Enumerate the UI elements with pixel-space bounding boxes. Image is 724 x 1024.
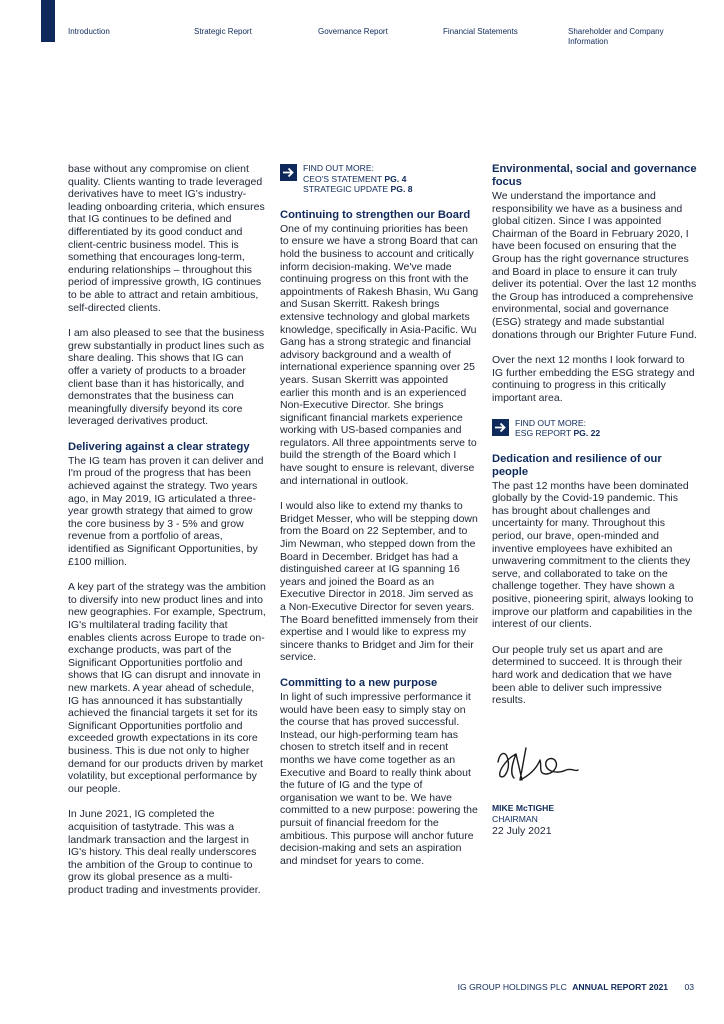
section-heading: Delivering against a clear strategy [68,440,250,453]
nav-strategic-report[interactable]: Strategic Report [194,27,252,36]
nav-introduction[interactable]: Introduction [68,27,110,36]
nav-governance-report[interactable]: Governance Report [318,27,388,36]
arrow-right-icon [280,164,297,181]
paragraph: I am also pleased to see that the business grew substantially in product lines such as share dealing. This shows that IG can offer a variety of products to a broader client base than it has historically, and demonstrates that the business can meaningfully diversify beyond its core leveraged derivatives product. [68,327,265,428]
paragraph: Our people truly set us apart and are determined to succeed. It is through their hard work and dedication that we have been able to deliver such impressive results. [492,643,683,707]
footer-company: IG GROUP HOLDINGS PLC [457,982,567,992]
column-left [68,163,267,909]
paragraph: In light of such impressive performance it would have been easy to simply stay on the course that has proved successful. Instead, our high-performing team has chosen to stretch itself and in recent months we have come together as an Executive and Board to really think about the future of IG and the type of organisation we want to be. We have committed to a new purpose: powering the pursuit of financial freedom for the ambitious. This purpose will anchor future decision-making and sets an aspiration and mindset for years to come. [280,690,478,867]
paragraph: base without any compromise on client quality. Clients wanting to trade leveraged derivatives have to meet IG's industry-leading onboarding criteria, which ensures that IG continues to be defined and differentiated by its good conduct and client-centric business model. This is something that encourages long-term, enduring relationships – throughout this period of impressive growth, IG continues to be able to attract and retain ambitious, self-directed clients. [68,163,265,314]
paragraph: I would also like to extend my thanks to Bridget Messer, who will be stepping down from the Board on 22 September, and to Jim Newman, who stepped down from the Board in December. Bridget has had a distinguished career at IG spanning 16 years and joined the Board as an Executive Director in 2018. Jim served as a Non-Executive Director for seven years. The Board benefitted immensely from their expertise and I would like to express my sincere thanks to Bridget and Jim for their service. [280,500,479,664]
paragraph: The past 12 months have been dominated globally by the Covid-19 pandemic. This has brought about challenges and uncertainty for many. Throughout this period, our brave, open-minded and inventive employees have exhibited an unwavering commitment to the clients they serve, and collaborated to take on the challenge together. They have shown a positive, pioneering spirit, always looking to improve our platform and capabilities in the interest of our clients. [492,479,694,631]
footer-report: ANNUAL REPORT 2021 [572,982,669,992]
signatory-name: MIKE McTIGHE [492,803,555,814]
header-accent-bar [41,0,55,42]
section-nav [68,27,704,51]
find-out-link-page[interactable]: PG. 8 [390,184,413,195]
column-middle [280,163,479,880]
section-heading: Continuing to strengthen our Board [280,208,471,221]
arrow-right-icon [492,419,509,436]
find-out-link-page[interactable]: PG. 22 [573,428,601,439]
paragraph: A key part of the strategy was the ambition to diversify into new product lines and into new geographies. For example, Spectrum, IG's multilateral trading facility that enables clients across Europe to trade on-exchange products, was part of the Significant Opportunities portfolio and shows that IG can disrupt and innovate in new markets. A year ahead of schedule, IG has announced it has substantially achieved the financial targets it set for its Significant Opportunities portfolio and exceeded growth expectations in its core business. This is due not only to higher demand for our products driven by market volatility, but exceptional performance by our people. [68,581,266,795]
signatory-role: CHAIRMAN [492,814,538,825]
signature-date: 22 July 2021 [492,825,552,838]
paragraph: Over the next 12 months I look forward to IG further embedding the ESG strategy and continuing to progress in this critically important area. [492,354,695,404]
paragraph: In June 2021, IG completed the acquisition of tastytrade. This was a landmark transaction and the largest in IG's history. This deal really underscores the ambition of the Group to continue to grow its global presence as a multi-product trading and investments provider. [68,808,261,896]
find-out-link-text[interactable]: STRATEGIC UPDATE [303,184,389,195]
section-heading: Dedication and resilience of our people [492,452,662,478]
signature-image [492,740,582,788]
page-footer [458,982,694,992]
find-out-link-page[interactable]: PG. 4 [384,173,407,184]
find-out-more-title: FIND OUT MORE: [303,163,374,173]
column-right [492,163,697,838]
page-number: 03 [684,982,694,992]
find-out-more-title: FIND OUT MORE: [515,417,586,428]
nav-financial-statements[interactable]: Financial Statements [443,27,518,36]
find-out-link-text[interactable]: ESG REPORT [515,428,572,439]
nav-shareholder-company-info[interactable]: Shareholder and Company Information [568,27,664,46]
paragraph: The IG team has proven it can deliver and I'm proud of the progress that has been achieved against the strategy. Two years ago, in May 2019, IG articulated a three-year growth strategy that aimed to grow the core business by 3 - 5% and grow revenue from a portfolio of areas, identified as Significant Opportunities, by £100 million. [68,454,264,568]
paragraph: One of my continuing priorities has been to ensure we have a strong Board that can hold the business to account and critically inform decision-making. We've made continuing progress on this front with the appointments of Rakesh Bhasin, Wu Gang and Susan Skerritt. Rakesh brings extensive technology and global markets knowledge, specifically in Asia-Pacific. Wu Gang has a strong strategic and financial advisory background and a wealth of international experience spanning over 25 years. Susan Skerritt was appointed earlier this month and is an experienced Non-Executive Director. She brings significant financial markets experience working with US-based companies and regulators. All three appointments serve to build the strength of the Board which I have sought to ensure is relevant, diverse and international in outlook. [280,222,479,487]
find-out-more-box[interactable] [492,418,697,439]
find-out-link-text[interactable]: CEO'S STATEMENT [303,173,382,184]
section-heading: Committing to a new purpose [280,676,438,689]
section-heading: Environmental, social and governance focus [492,163,697,188]
find-out-more-box[interactable] [280,163,479,195]
paragraph: We understand the importance and responsibility we have as a business and global citizen. Since I was appointed Chairman of the Board in February 2020, I have been focused on ensuring that the Group has the right governance structures and Board in place to ensure it can truly deliver its potential. Over the last 12 months the Group has introduced a comprehensive environmental, social and governance (ESG) strategy and made substantial donations through our Brighter Future Fund. [492,190,697,341]
